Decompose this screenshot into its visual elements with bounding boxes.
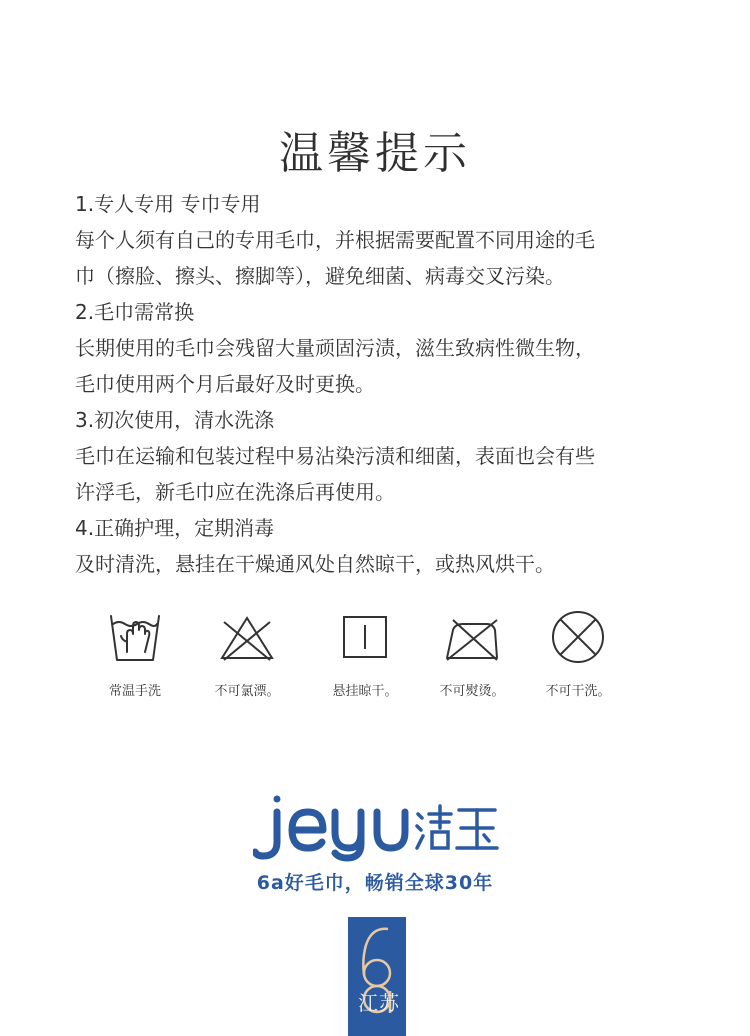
care-item-no-bleach: [192, 608, 302, 699]
hand-wash-icon: [107, 608, 163, 664]
tip-heading: 1.专人专用 专巾专用: [75, 192, 261, 216]
6a-mark-icon: [348, 917, 406, 1036]
care-label: 不可熨烫。: [439, 684, 505, 699]
no-dry-clean-icon: [548, 608, 608, 664]
origin-badge: [348, 917, 406, 1036]
care-label: 不可氯漂。: [214, 684, 280, 699]
no-iron-icon: [441, 608, 503, 664]
tip-text: 许浮毛，新毛巾应在洗涤后再使用。: [75, 480, 395, 504]
badge-text: 江苏: [358, 991, 400, 1015]
tip-text: 每个人须有自己的专用毛巾，并根据需要配置不同用途的毛: [75, 228, 595, 252]
page-title: 温馨提示: [279, 128, 471, 180]
hang-dry-icon: [337, 608, 393, 664]
tip-text: 巾（擦脸、擦头、擦脚等），避免细菌、病毒交叉污染。: [75, 264, 565, 288]
care-label: 不可干洗。: [545, 684, 611, 699]
care-item-hand-wash: [80, 608, 190, 699]
care-instructions: [80, 608, 680, 708]
tips-list: [75, 186, 685, 582]
care-label: 悬挂晾干。: [332, 684, 398, 699]
care-item-no-iron: [417, 608, 527, 699]
brand-block: [0, 790, 750, 900]
tip-heading: 3.初次使用，清水洗涤: [75, 408, 275, 432]
care-item-no-dry-clean: [523, 608, 633, 699]
tip-text: 毛巾使用两个月后最好及时更换。: [75, 372, 375, 396]
no-bleach-icon: [216, 608, 278, 664]
tip-heading: 2.毛巾需常换: [75, 300, 195, 324]
care-label: 常温手洗: [108, 684, 161, 699]
tip-text: 毛巾在运输和包装过程中易沾染污渍和细菌，表面也会有些: [75, 444, 595, 468]
care-item-hang-dry: [310, 608, 420, 699]
brand-slogan: 6a好毛巾，畅销全球30年: [256, 872, 494, 894]
tip-text: 长期使用的毛巾会残留大量顽固污渍，滋生致病性微生物，: [75, 336, 595, 360]
tip-heading: 4.正确护理，定期消毒: [75, 516, 275, 540]
jeyu-logo: [253, 790, 503, 862]
tip-text: 及时清洗，悬挂在干燥通风处自然晾干，或热风烘干。: [75, 552, 555, 576]
